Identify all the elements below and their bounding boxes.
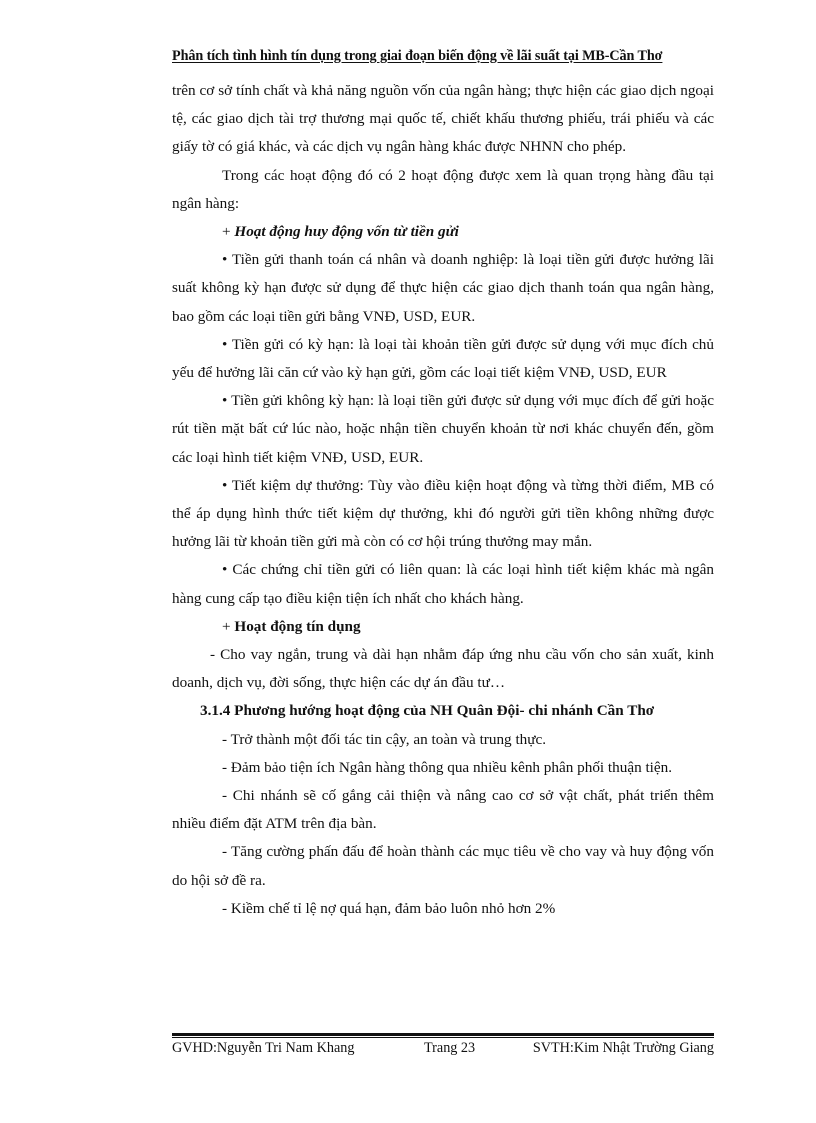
heading-prefix: + — [222, 617, 235, 635]
heading-credit-label: Hoạt động tín dụng — [234, 617, 361, 635]
bullet-deposit-certificates: • Các chứng chỉ tiền gửi có liên quan: là các loại hình tiết kiệm khác mà ngân hàng cung cấp tạo điều kiện tiện ích nhất cho khách hàng. — [172, 561, 714, 607]
heading-deposit-label: Hoạt động huy động vốn từ tiền gửi — [234, 223, 459, 241]
direction-item-targets: - Tăng cường phấn đấu để hoàn thành các mục tiêu về cho vay và huy động vốn do hội sở đề ra. — [172, 843, 714, 889]
direction-item-facilities: - Chi nhánh sẽ cố gắng cải thiện và nâng cao cơ sở vật chất, phát triển thêm nhiều điểm đặt ATM trên địa bàn. — [172, 787, 714, 833]
heading-credit-activity — [172, 613, 714, 641]
paragraph-continuation: trên cơ sở tính chất và khả năng nguồn vốn của ngân hàng; thực hiện các giao dịch ngoại tệ, các giao dịch tài trợ thương mại quốc tế, chiết khấu thương phiếu, trái phiếu và các giấy tờ có giá khác, và các dịch vụ ngân hàng khác được NHNN cho phép. — [172, 82, 714, 156]
bullet-payment-deposit: • Tiền gửi thanh toán cá nhân và doanh nghiệp: là loại tiền gửi được hưởng lãi suất không kỳ hạn được sử dụng để thực hiện các giao dịch thanh toán qua ngân hàng, bao gồm các loại tiền gửi bằng VNĐ, USD, EUR. — [172, 251, 714, 325]
direction-item-bad-debt: - Kiềm chế tỉ lệ nợ quá hạn, đảm bảo luôn nhỏ hơn 2% — [222, 899, 556, 917]
page-header-title: Phân tích tình hình tín dụng trong giai đoạn biến động về lãi suất tại MB-Cần Thơ — [172, 48, 663, 64]
footer-page-number: Trang 23 — [424, 1040, 476, 1056]
footer-student: SVTH:Kim Nhật Trường Giang — [532, 1040, 714, 1056]
heading-prefix: + — [222, 223, 235, 241]
heading-deposit-activity — [172, 218, 714, 246]
bullet-demand-deposit: • Tiền gửi không kỳ hạn: là loại tiền gửi được sử dụng với mục đích để gửi hoặc rút tiền mặt bất cứ lúc nào, hoặc nhận tiền chuyển khoản từ nơi khác chuyển đến, gồm các loại hình tiết kiệm VNĐ, USD, EUR. — [172, 392, 714, 466]
direction-item-trust: - Trở thành một đối tác tin cậy, an toàn và trung thực. — [222, 730, 547, 748]
bullet-prize-savings: • Tiết kiệm dự thưởng: Tùy vào điều kiện hoạt động và từng thời điểm, MB có thể áp dụng hình thức tiết kiệm dự thưởng, khi đó người gửi tiền không những được hưởng lãi từ khoản tiền gửi mà còn có cơ hội trúng thưởng may mắn. — [172, 476, 714, 551]
credit-loans: - Cho vay ngắn, trung và dài hạn nhằm đáp ứng nhu cầu vốn cho sản xuất, kinh doanh, dịch vụ, đời sống, thực hiện các dự án đầu tư… — [172, 646, 714, 692]
bullet-term-deposit: • Tiền gửi có kỳ hạn: là loại tài khoản tiền gửi được sử dụng với mục đích chủ yếu để hưởng lãi căn cứ vào kỳ hạn gửi, gồm các loại tiết kiệm VNĐ, USD, EUR — [172, 335, 714, 382]
paragraph-main-activities: Trong các hoạt động đó có 2 hoạt động được xem là quan trọng hàng đầu tại ngân hàng: — [172, 166, 714, 212]
body-text — [172, 77, 714, 923]
section-title: 3.1.4 Phương hướng hoạt động của NH Quân Đội- chi nhánh Cần Thơ — [200, 702, 655, 720]
footer-rule-thin — [172, 1037, 714, 1038]
direction-item-channels: - Đảm bảo tiện ích Ngân hàng thông qua nhiều kênh phân phối thuận tiện. — [222, 758, 673, 776]
footer-advisor: GVHD:Nguyễn Tri Nam Khang — [172, 1040, 355, 1056]
footer-rule-thick — [172, 1033, 714, 1036]
